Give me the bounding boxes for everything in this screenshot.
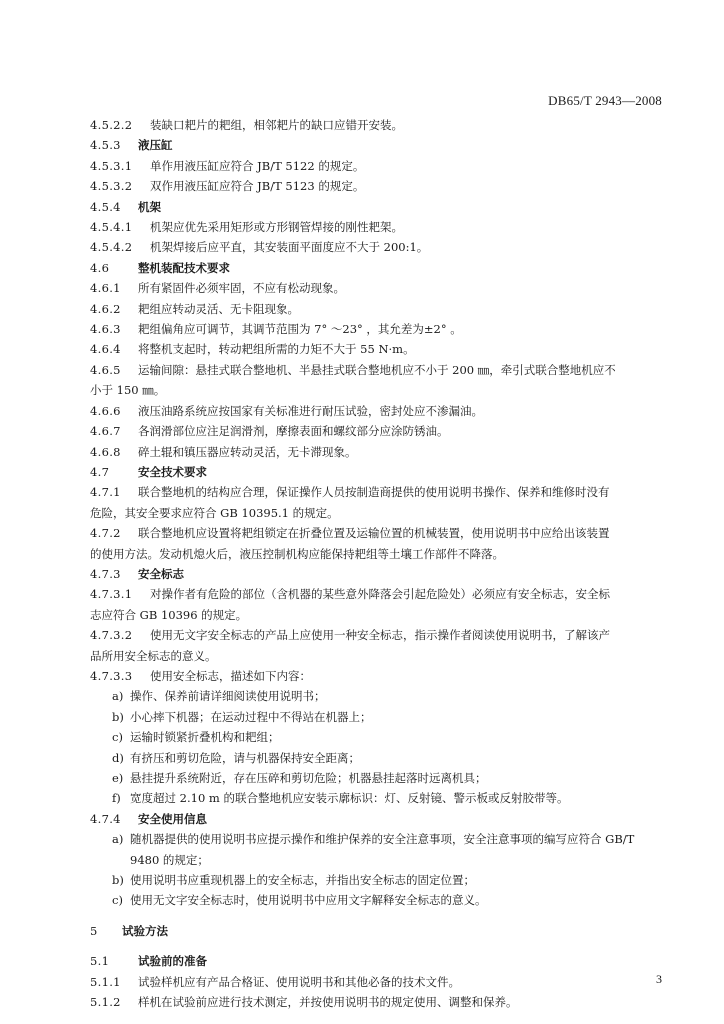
clause-number: 4.6.7 <box>90 424 121 439</box>
clause-line <box>90 115 662 135</box>
clause-text: 样机在试验前应进行技术测定，并按使用说明书的规定使用、调整和保养。 <box>138 995 518 1010</box>
list-item <box>90 768 662 788</box>
clause-continuation <box>90 503 662 523</box>
clause-title: 安全技术要求 <box>138 464 207 479</box>
clause-text: 单作用液压缸应符合 JB/T 5122 的规定。 <box>150 158 365 173</box>
clause-text: 联合整地机的结构应合理，保证操作人员按制造商提供的使用说明书操作、保养和维修时没有 <box>138 485 610 500</box>
section-number: 5.1 <box>90 954 110 969</box>
clause-text: 机架焊接后应平直，其安装面平面度应不大于 200:1。 <box>150 240 429 255</box>
clause-title: 整机装配技术要求 <box>138 260 230 275</box>
clause-text: 双作用液压缸应符合 JB/T 5123 的规定。 <box>150 179 365 194</box>
clause-text: 对操作者有危险的部位（含机器的某些意外降落会引起危险处）必须应有安全标志，安全标 <box>150 587 610 602</box>
clause-text: 机架应优先采用矩形或方形钢管焊接的刚性耙架。 <box>150 220 403 235</box>
clause-title: 机架 <box>138 199 161 214</box>
item-marker: a) <box>112 832 124 847</box>
clause-text: 碎土辊和镇压器应转动灵活，无卡滞现象。 <box>138 444 357 459</box>
clause-number: 4.7.4 <box>90 811 121 826</box>
preparation-list <box>90 972 662 1013</box>
clause-number: 4.6.1 <box>90 281 121 296</box>
clause-number: 4.7.1 <box>90 485 121 500</box>
clause-number: 4.5.2.2 <box>90 118 133 132</box>
clause-line <box>90 258 662 278</box>
clause-title: 安全使用信息 <box>138 811 207 826</box>
item-marker: b) <box>112 873 124 888</box>
clause-number: 4.7.2 <box>90 526 121 541</box>
clause-number: 4.6.8 <box>90 444 121 459</box>
clause-heading-4-7-4 <box>90 809 662 829</box>
chapter-number: 5 <box>90 923 98 938</box>
usage-info-list <box>90 829 662 911</box>
clause-continuation <box>90 380 662 400</box>
clause-number: 4.7.3.2 <box>90 628 133 643</box>
clause-line <box>90 442 662 462</box>
clause-text: 的使用方法。发动机熄火后，液压控制机构应能保持耙组等土壤工作部件不降落。 <box>90 546 504 561</box>
clause-line <box>90 278 662 298</box>
clause-number: 5.1.2 <box>90 995 121 1010</box>
clause-number: 4.6.4 <box>90 342 121 357</box>
item-text: 悬挂提升系统附近，存在压碎和剪切危险；机器悬挂起落时远离机具； <box>130 771 487 785</box>
clause-line <box>90 972 662 992</box>
clause-text: 志应符合 GB 10396 的规定。 <box>90 607 248 622</box>
clause-line <box>90 401 662 421</box>
clause-line <box>90 523 662 543</box>
clause-line <box>90 992 662 1012</box>
list-item <box>90 890 662 910</box>
item-text: 操作、保养前请详细阅读使用说明书； <box>130 689 326 704</box>
clause-number: 4.6.2 <box>90 301 121 316</box>
clause-continuation <box>90 605 662 625</box>
clause-text: 试验样机应有产品合格证、使用说明书和其他必备的技术文件。 <box>138 974 460 989</box>
clause-text: 小于 150 ㎜。 <box>90 383 166 398</box>
list-item <box>90 829 662 870</box>
clause-line <box>90 197 662 217</box>
clause-line <box>90 135 662 155</box>
clause-line <box>90 421 662 441</box>
clause-number: 4.5.4.2 <box>90 240 133 255</box>
section-title: 试验前的准备 <box>138 954 207 969</box>
item-text: 使用说明书应重现机器上的安全标志，并指出安全标志的固定位置； <box>130 873 475 888</box>
clause-text: 使用安全标志，描述如下内容： <box>150 668 311 683</box>
clause-line <box>90 156 662 176</box>
clause-line <box>90 237 662 257</box>
clause-number: 4.6.6 <box>90 403 121 418</box>
clause-number: 4.7.3 <box>90 566 121 581</box>
clause-list <box>90 115 662 686</box>
item-marker: d) <box>112 750 124 765</box>
list-item <box>90 707 662 727</box>
clause-line <box>90 564 662 584</box>
clause-line <box>90 319 662 339</box>
clause-number: 4.7 <box>90 464 110 479</box>
clause-number: 4.5.3.2 <box>90 179 133 194</box>
section-heading <box>90 951 662 971</box>
clause-text: 装缺口耙片的耙组，相邻耙片的缺口应错开安装。 <box>150 118 403 132</box>
clause-number: 4.5.4.1 <box>90 220 133 235</box>
clause-text: 品所用安全标志的意义。 <box>90 648 217 663</box>
clause-number: 4.6 <box>90 260 110 275</box>
list-item <box>90 870 662 890</box>
clause-text: 联合整地机应设置将耙组锁定在折叠位置及运输位置的机械装置，使用说明书中应给出该装置 <box>138 526 610 541</box>
clause-continuation <box>90 544 662 564</box>
item-text: 有挤压和剪切危险，请与机器保持安全距离； <box>130 750 360 765</box>
item-marker: c) <box>112 730 123 745</box>
item-text: 宽度超过 2.10 m 的联合整地机应安装示廓标识：灯、反射镜、警示板或反射胶带等。 <box>130 791 569 806</box>
clause-line <box>90 299 662 319</box>
clause-text: 液压油路系统应按国家有关标准进行耐压试验，密封处应不渗漏油。 <box>138 403 483 418</box>
chapter-title: 试验方法 <box>122 923 168 938</box>
clause-number: 4.6.5 <box>90 362 121 377</box>
clause-title: 液压缸 <box>138 138 173 153</box>
clause-number: 4.7.3.3 <box>90 668 133 683</box>
safety-sign-list <box>90 686 662 808</box>
item-text: 运输时锁紧折叠机构和耙组； <box>130 730 280 745</box>
clause-line <box>90 217 662 237</box>
item-marker: f) <box>112 791 121 806</box>
item-text: 随机器提供的使用说明书应提示操作和维护保养的安全注意事项，安全注意事项的编写应符合 GB/T 9480 的规定； <box>130 832 635 867</box>
clause-line <box>90 584 662 604</box>
item-text: 使用无文字安全标志时，使用说明书中应用文字解释安全标志的意义。 <box>130 893 487 908</box>
clause-text: 将整机支起时，转动耙组所需的力矩不大于 55 N·m。 <box>138 342 415 357</box>
list-item <box>90 748 662 768</box>
clause-text: 耙组应转动灵活、无卡阻现象。 <box>138 301 299 316</box>
clause-line <box>90 482 662 502</box>
clause-text: 危险，其安全要求应符合 GB 10395.1 的规定。 <box>90 505 339 520</box>
clause-line <box>90 462 662 482</box>
document-body <box>90 115 662 1012</box>
clause-text: 各润滑部位应注足润滑剂，摩擦表面和螺纹部分应涂防锈油。 <box>138 424 449 439</box>
clause-number: 4.5.4 <box>90 199 121 214</box>
clause-line <box>90 666 662 686</box>
item-marker: c) <box>112 893 123 908</box>
clause-number: 4.7.3.1 <box>90 587 133 602</box>
clause-line <box>90 339 662 359</box>
clause-number: 5.1.1 <box>90 974 121 989</box>
item-marker: e) <box>112 771 124 785</box>
clause-line <box>90 360 662 380</box>
chapter-heading <box>90 921 662 941</box>
clause-text: 使用无文字安全标志的产品上应使用一种安全标志，指示操作者阅读使用说明书，了解该产 <box>150 628 610 643</box>
item-text: 小心摔下机器；在运动过程中不得站在机器上； <box>130 709 372 724</box>
list-item <box>90 686 662 706</box>
item-marker: b) <box>112 709 124 724</box>
clause-continuation <box>90 646 662 666</box>
document-code: DB65/T 2943—2008 <box>548 93 662 108</box>
page-number: 3 <box>656 972 662 986</box>
clause-text: 运输间隙：悬挂式联合整地机、半悬挂式联合整地机应不小于 200 ㎜，牵引式联合整地机应不 <box>138 362 616 377</box>
list-item <box>90 727 662 747</box>
clause-number: 4.6.3 <box>90 322 121 337</box>
clause-number: 4.5.3.1 <box>90 158 133 173</box>
clause-title: 安全标志 <box>138 566 184 581</box>
list-item <box>90 788 662 808</box>
clause-text: 耙组偏角应可调节，其调节范围为 7° ～23° ，其允差为±2° 。 <box>138 322 462 337</box>
item-marker: a) <box>112 689 124 704</box>
clause-number: 4.5.3 <box>90 138 121 153</box>
clause-text: 所有紧固件必须牢固，不应有松动现象。 <box>138 281 345 296</box>
clause-line <box>90 625 662 645</box>
clause-line <box>90 176 662 196</box>
